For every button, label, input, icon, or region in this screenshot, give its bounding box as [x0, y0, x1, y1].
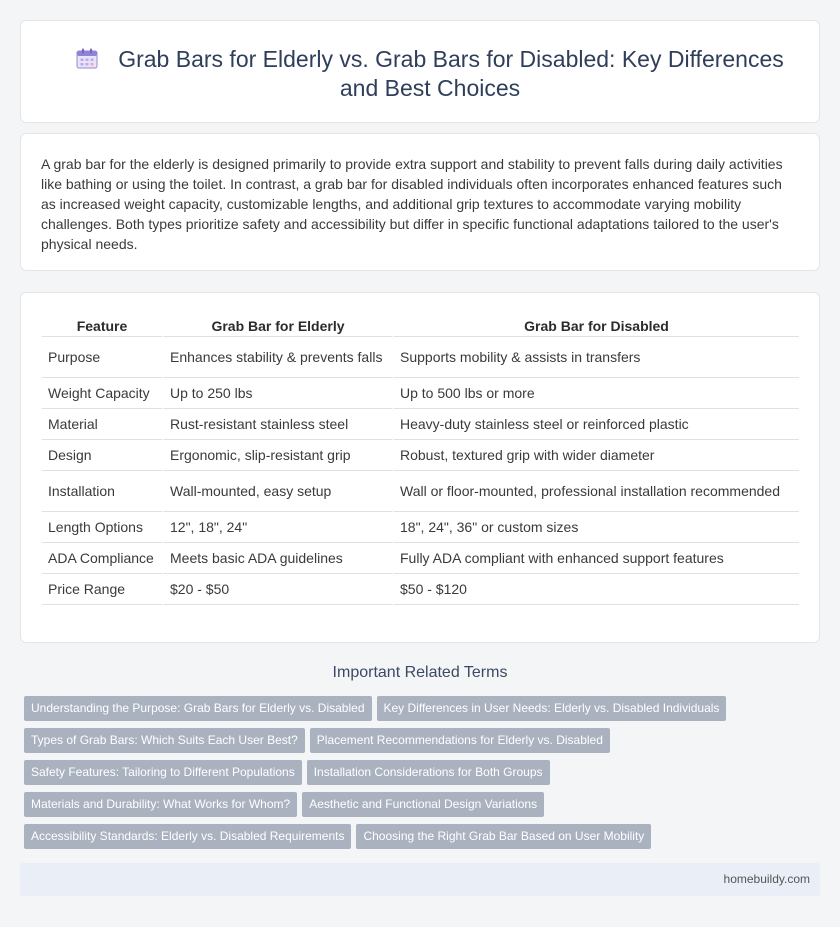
elderly-cell: Up to 250 lbs: [162, 378, 392, 409]
elderly-cell: Wall-mounted, easy setup: [162, 471, 392, 512]
elderly-cell: Meets basic ADA guidelines: [162, 543, 392, 574]
elderly-cell: Enhances stability & prevents falls: [162, 337, 392, 378]
table-row: [42, 574, 799, 605]
header-elderly: Grab Bar for Elderly: [162, 313, 392, 337]
disabled-cell: Up to 500 lbs or more: [392, 378, 799, 409]
disabled-cell: Heavy-duty stainless steel or reinforced plastic: [392, 409, 799, 440]
feature-cell: Installation: [42, 471, 162, 512]
intro-card: [20, 133, 820, 271]
header-feature: Feature: [42, 313, 162, 337]
chip-row: [24, 792, 824, 824]
table-row: [42, 440, 799, 471]
related-term-chip[interactable]: Safety Features: Tailoring to Different Populations: [24, 760, 302, 785]
elderly-cell: $20 - $50: [162, 574, 392, 605]
feature-cell: Weight Capacity: [42, 378, 162, 409]
header-disabled: Grab Bar for Disabled: [392, 313, 799, 337]
disabled-cell: Wall or floor-mounted, professional installation recommended: [392, 471, 799, 512]
table-row: [42, 543, 799, 574]
disabled-cell: Robust, textured grip with wider diameter: [392, 440, 799, 471]
table-row: [42, 378, 799, 409]
disabled-cell: Fully ADA compliant with enhanced support features: [392, 543, 799, 574]
table-row: [42, 471, 799, 512]
intro-paragraph: A grab bar for the elderly is designed primarily to provide extra support and stability to prevent falls during daily activities like bathing or using the toilet. In contrast, a grab bar for disabled individuals often incorporates enhanced features such as increased weight capacity, customizable lengths, and additional grip textures to accommodate varying mobility challenges. Both types prioritize safety and accessibility but differ in specific functional adaptations tailored to the user's physical needs.: [41, 156, 783, 252]
feature-cell: ADA Compliance: [42, 543, 162, 574]
chip-row: [24, 696, 824, 728]
table-row: [42, 512, 799, 543]
footer-site-link[interactable]: homebuildy.com: [723, 872, 810, 886]
chip-row: [24, 728, 824, 760]
feature-cell: Length Options: [42, 512, 162, 543]
related-term-chip[interactable]: Aesthetic and Functional Design Variations: [302, 792, 544, 817]
feature-cell: Material: [42, 409, 162, 440]
related-term-chip[interactable]: Understanding the Purpose: Grab Bars for Elderly vs. Disabled: [24, 696, 372, 721]
title-wrap: [61, 45, 799, 103]
related-terms-list: [24, 696, 824, 856]
feature-cell: Purpose: [42, 337, 162, 378]
related-term-chip[interactable]: Types of Grab Bars: Which Suits Each User Best?: [24, 728, 305, 753]
footer: [20, 863, 820, 896]
feature-cell: Price Range: [42, 574, 162, 605]
elderly-cell: Ergonomic, slip-resistant grip: [162, 440, 392, 471]
related-term-chip[interactable]: Accessibility Standards: Elderly vs. Disabled Requirements: [24, 824, 351, 849]
table-row: [42, 337, 799, 378]
comparison-table: [42, 313, 799, 605]
table-header-row: [42, 313, 799, 337]
elderly-cell: 12", 18", 24": [162, 512, 392, 543]
related-terms-heading: Important Related Terms: [332, 664, 508, 681]
related-term-chip[interactable]: Placement Recommendations for Elderly vs. Disabled: [310, 728, 610, 753]
related-term-chip[interactable]: Choosing the Right Grab Bar Based on User Mobility: [356, 824, 651, 849]
header-card: [20, 20, 820, 123]
table-row: [42, 409, 799, 440]
related-term-chip[interactable]: Installation Considerations for Both Groups: [307, 760, 550, 785]
chip-row: [24, 760, 824, 792]
related-term-chip[interactable]: Key Differences in User Needs: Elderly vs. Disabled Individuals: [377, 696, 727, 721]
disabled-cell: 18", 24", 36" or custom sizes: [392, 512, 799, 543]
disabled-cell: Supports mobility & assists in transfers: [392, 337, 799, 378]
title-text: Grab Bars for Elderly vs. Grab Bars for Disabled: Key Differences and Best Choices: [118, 46, 784, 101]
calendar-icon: [76, 48, 98, 69]
disabled-cell: $50 - $120: [392, 574, 799, 605]
elderly-cell: Rust-resistant stainless steel: [162, 409, 392, 440]
page-title: [61, 45, 799, 103]
comparison-card: [20, 292, 820, 643]
related-term-chip[interactable]: Materials and Durability: What Works for Whom?: [24, 792, 297, 817]
chip-row: [24, 824, 824, 856]
feature-cell: Design: [42, 440, 162, 471]
